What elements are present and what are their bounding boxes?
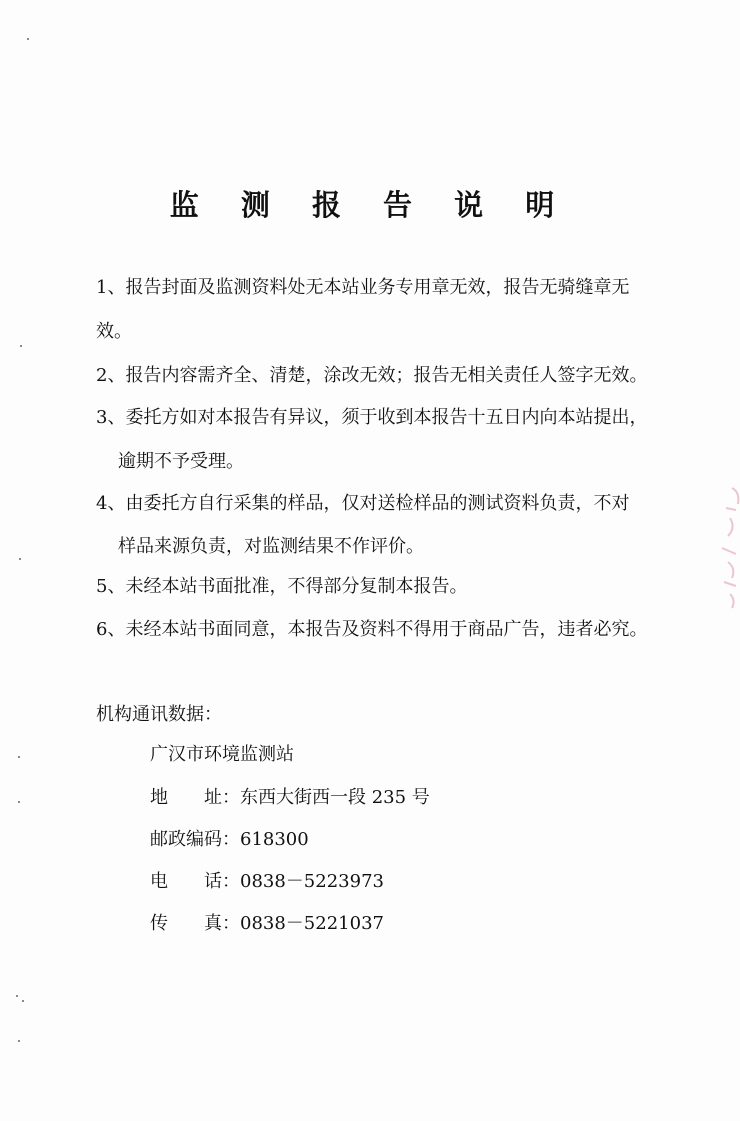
phone-label: 电 话： <box>150 871 240 892</box>
contact-heading: 机构通讯数据： <box>96 704 222 725</box>
scan-speck <box>20 345 22 347</box>
postcode-value: 618300 <box>240 829 309 850</box>
item-6-line-1: 6、未经本站书面同意，本报告及资料不得用于商品广告，违者必究。 <box>96 619 648 640</box>
scan-speck <box>18 1040 20 1042</box>
scan-speck <box>16 995 18 997</box>
fax-label: 传 真： <box>150 913 240 934</box>
address-label: 地 址： <box>150 787 240 808</box>
page-title: 监 测 报 告 说 明 <box>169 188 571 222</box>
seal-fragment-icon <box>712 478 740 618</box>
item-3-line-1: 3、委托方如对本报告有异议，须于收到本报告十五日内向本站提出， <box>96 407 648 428</box>
scan-speck <box>27 38 29 40</box>
scan-speck <box>19 558 21 560</box>
item-5-line-1: 5、未经本站书面批准，不得部分复制本报告。 <box>96 576 468 597</box>
item-2-line-1: 2、报告内容需齐全、清楚，涂改无效；报告无相关责任人签字无效。 <box>96 365 648 386</box>
scan-speck <box>18 756 20 758</box>
fax-value: 0838－5221037 <box>240 913 384 934</box>
item-1-line-1: 1、报告封面及监测资料处无本站业务专用章无效，报告无骑缝章无 <box>96 277 630 298</box>
postcode-label: 邮政编码： <box>150 829 240 850</box>
phone-value: 0838－5223973 <box>240 871 384 892</box>
item-1-line-2: 效。 <box>96 321 132 342</box>
item-3-line-2: 逾期不予受理。 <box>118 451 244 472</box>
contact-postcode-row <box>150 828 309 852</box>
scan-speck <box>22 1000 24 1002</box>
contact-org: 广汉市环境监测站 <box>150 744 294 765</box>
scan-speck <box>18 801 20 803</box>
item-4-line-1: 4、由委托方自行采集的样品，仅对送检样品的测试资料负责，不对 <box>96 493 630 514</box>
contact-address-row <box>150 786 430 810</box>
address-value: 东西大街西一段 235 号 <box>240 787 430 808</box>
item-4-line-2: 样品来源负责，对监测结果不作评价。 <box>118 536 424 557</box>
contact-phone-row <box>150 870 384 894</box>
contact-fax-row <box>150 912 384 936</box>
